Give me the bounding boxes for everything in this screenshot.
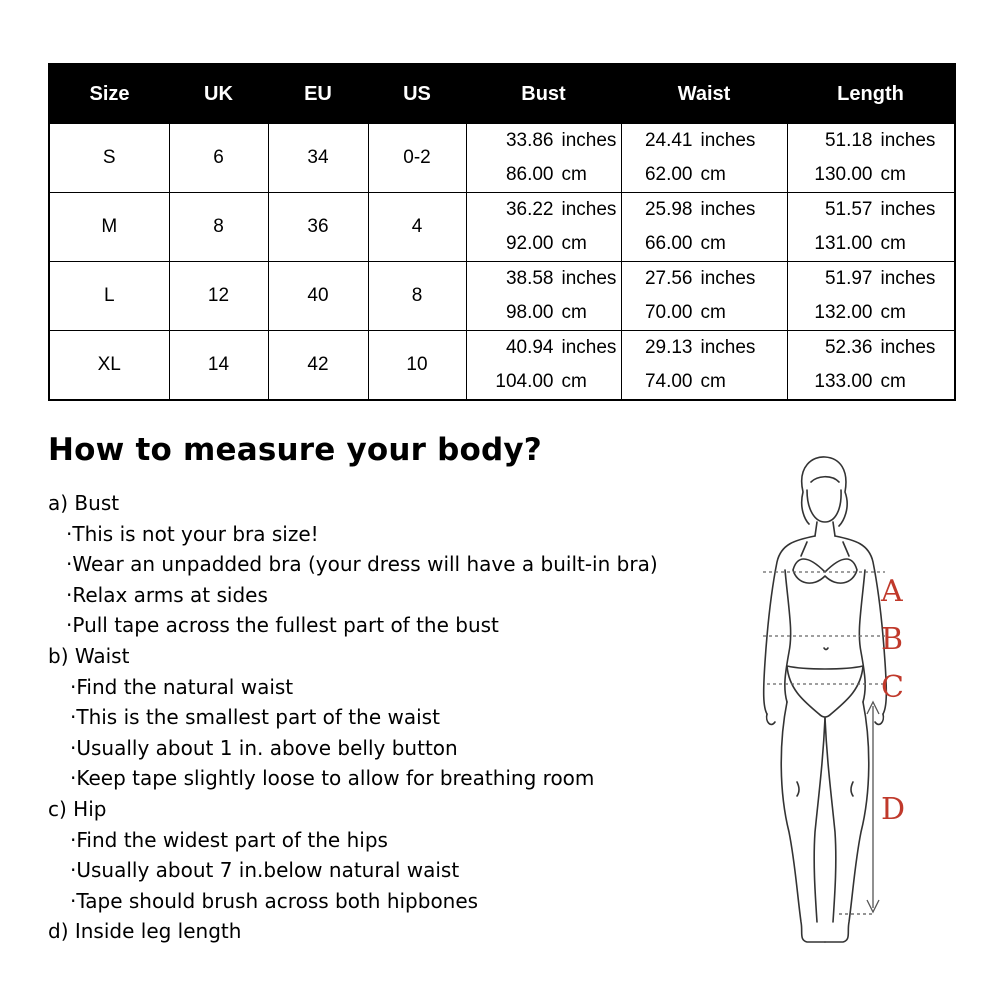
table-row: [49, 193, 955, 262]
list-item: ·Keep tape slightly loose to allow for breathing room: [70, 766, 595, 791]
list-item: ·Find the widest part of the hips: [70, 827, 388, 852]
length-inches-value: 52.36: [824, 337, 873, 358]
bust-inches-value: 38.58: [505, 268, 554, 289]
waist-inches-value: 29.13: [644, 337, 693, 358]
list-item: ·Usually about 7 in.below natural waist: [70, 858, 460, 883]
uk-cell: 6: [169, 124, 268, 193]
unit-inches: inches: [700, 337, 756, 358]
section-bust: a) Bust: [48, 491, 120, 515]
waist-inches-value: 24.41: [644, 130, 693, 151]
list-item: ·Relax arms at sides: [66, 582, 268, 607]
header-waist: Waist: [621, 64, 787, 124]
us-cell: 0-2: [368, 124, 466, 193]
length-cell: [787, 331, 955, 401]
unit-inches: inches: [880, 130, 936, 151]
table-row: [49, 124, 955, 193]
unit-cm: cm: [700, 233, 726, 254]
length-cell: [787, 124, 955, 193]
unit-cm: cm: [700, 371, 726, 392]
header-bust: Bust: [466, 64, 621, 124]
waist-cm-value: 62.00: [644, 164, 693, 185]
list-item: ·Usually about 1 in. above belly button: [70, 735, 458, 760]
bust-inches-value: 36.22: [505, 199, 554, 220]
waist-cell: [621, 124, 787, 193]
uk-cell: 8: [169, 193, 268, 262]
eu-cell: 34: [268, 124, 368, 193]
unit-inches: inches: [880, 199, 936, 220]
unit-cm: cm: [700, 302, 726, 323]
waist-cell: [621, 262, 787, 331]
waist-inches-value: 25.98: [644, 199, 693, 220]
table-header-row: [49, 64, 955, 124]
list-item: ·Pull tape across the fullest part of the bust: [66, 613, 499, 638]
us-cell: 8: [368, 262, 466, 331]
bust-cm-value: 98.00: [505, 302, 554, 323]
header-length: Length: [787, 64, 955, 124]
label-b-waist: B: [881, 622, 904, 657]
header-uk: UK: [169, 64, 268, 124]
bust-inches-value: 33.86: [505, 130, 554, 151]
list-item: ·Wear an unpadded bra (your dress will have a built-in bra): [66, 552, 658, 577]
waist-cell: [621, 193, 787, 262]
unit-inches: inches: [561, 130, 617, 151]
unit-inches: inches: [700, 268, 756, 289]
label-d-inside-leg: D: [881, 792, 906, 827]
waist-inches-value: 27.56: [644, 268, 693, 289]
bust-inches-value: 40.94: [505, 337, 554, 358]
unit-inches: inches: [880, 268, 936, 289]
unit-cm: cm: [880, 164, 906, 185]
unit-cm: cm: [561, 371, 587, 392]
list-item: ·Tape should brush across both hipbones: [70, 888, 479, 913]
size-cell: L: [49, 262, 169, 331]
section-inside-leg: d) Inside leg length: [48, 919, 242, 944]
header-us: US: [368, 64, 466, 124]
list-item: ·This is the smallest part of the waist: [70, 705, 440, 730]
waist-cm-value: 66.00: [644, 233, 693, 254]
table-row: [49, 331, 955, 401]
unit-inches: inches: [561, 199, 617, 220]
size-cell: S: [49, 124, 169, 193]
bust-cell: [466, 262, 621, 331]
length-inches-value: 51.57: [824, 199, 873, 220]
length-cm-value: 133.00: [814, 371, 873, 392]
unit-inches: inches: [880, 337, 936, 358]
eu-cell: 40: [268, 262, 368, 331]
size-chart-table: [48, 63, 956, 401]
header-size: Size: [49, 64, 169, 124]
unit-cm: cm: [561, 233, 587, 254]
unit-inches: inches: [700, 199, 756, 220]
unit-cm: cm: [561, 302, 587, 323]
us-cell: 10: [368, 331, 466, 401]
unit-cm: cm: [700, 164, 726, 185]
list-item: ·This is not your bra size!: [66, 521, 319, 546]
section-hip: c) Hip: [48, 796, 107, 821]
us-cell: 4: [368, 193, 466, 262]
unit-inches: inches: [561, 337, 617, 358]
eu-cell: 36: [268, 193, 368, 262]
length-cm-value: 131.00: [814, 233, 873, 254]
list-item: ·Find the natural waist: [70, 674, 294, 699]
table-row: [49, 262, 955, 331]
unit-cm: cm: [880, 371, 906, 392]
unit-inches: inches: [700, 130, 756, 151]
size-cell: M: [49, 193, 169, 262]
body-silhouette-drawing: [745, 452, 970, 957]
waist-cm-value: 74.00: [644, 371, 693, 392]
unit-inches: inches: [561, 268, 617, 289]
body-measurement-figure: [745, 452, 970, 957]
label-c-hip: C: [881, 670, 904, 705]
bust-cell: [466, 124, 621, 193]
guide-title: How to measure your body?: [48, 432, 542, 468]
waist-cm-value: 70.00: [644, 302, 693, 323]
eu-cell: 42: [268, 331, 368, 401]
uk-cell: 14: [169, 331, 268, 401]
uk-cell: 12: [169, 262, 268, 331]
unit-cm: cm: [880, 233, 906, 254]
length-cell: [787, 193, 955, 262]
label-a-bust: A: [881, 574, 903, 609]
section-waist: b) Waist: [48, 643, 130, 668]
bust-cell: [466, 193, 621, 262]
length-cm-value: 130.00: [814, 164, 873, 185]
unit-cm: cm: [561, 164, 587, 185]
header-eu: EU: [268, 64, 368, 124]
length-inches-value: 51.18: [824, 130, 873, 151]
size-cell: XL: [49, 331, 169, 401]
bust-cm-value: 104.00: [495, 371, 554, 392]
bust-cm-value: 92.00: [505, 233, 554, 254]
unit-cm: cm: [880, 302, 906, 323]
bust-cell: [466, 331, 621, 401]
length-cell: [787, 262, 955, 331]
length-inches-value: 51.97: [824, 268, 873, 289]
length-cm-value: 132.00: [814, 302, 873, 323]
bust-cm-value: 86.00: [505, 164, 554, 185]
waist-cell: [621, 331, 787, 401]
measurement-instructions: [48, 488, 658, 947]
